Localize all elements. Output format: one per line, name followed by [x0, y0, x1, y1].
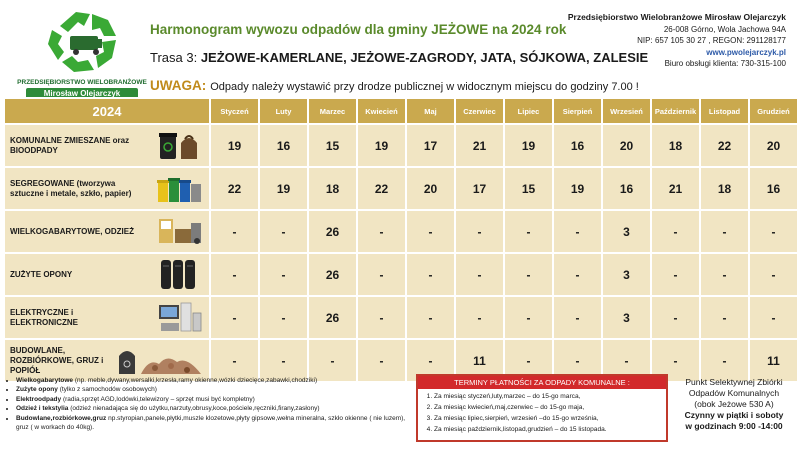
legend-term: Wielkogabarytowe — [16, 377, 74, 384]
table-row — [4, 253, 798, 296]
date-cell: 15 — [504, 167, 553, 210]
date-cell: 17 — [455, 167, 504, 210]
date-cell: - — [553, 210, 602, 253]
legend-desc: np.styropian,panele,płytki,muszle klozetowe,płyty gipsowe,wełna mineralna, szkło okienne ( nie luzem), gruz ( w workach do 40kg). — [16, 414, 406, 432]
date-cell: - — [749, 210, 798, 253]
date-cell: - — [651, 339, 700, 382]
legend-term: Zużyte opony — [16, 386, 58, 394]
date-cell: 19 — [357, 124, 406, 167]
legend-term: Budowlane,rozbiórkowe,gruz — [16, 414, 107, 422]
schedule-table — [3, 97, 799, 383]
date-cell: 19 — [259, 167, 308, 210]
date-cell: 19 — [504, 124, 553, 167]
date-cell: - — [406, 339, 455, 382]
date-cell: 15 — [308, 124, 357, 167]
page-title: Harmonogram wywozu odpadów dla gminy JEŻOWE na 2024 rok — [150, 22, 567, 37]
date-cell: - — [700, 253, 749, 296]
waste-type-cell — [4, 296, 210, 339]
month-header: Lipiec — [504, 98, 553, 124]
waste-type-label: ZUŻYTE OPONY — [10, 269, 73, 279]
date-cell: - — [651, 210, 700, 253]
date-cell: - — [357, 296, 406, 339]
date-cell: - — [651, 253, 700, 296]
date-cell: - — [455, 253, 504, 296]
recycling-bins-icon — [157, 172, 203, 205]
date-cell: - — [553, 253, 602, 296]
date-cell: - — [308, 339, 357, 382]
date-cell: - — [357, 339, 406, 382]
payment-item: 4. Za miesiąc październik,listopad,grudzień – do 15 listopada. — [434, 424, 666, 435]
table-row — [4, 296, 798, 339]
pszok-line: Odpadów Komunalnych — [688, 388, 780, 398]
waste-type-label: WIELKOGABARYTOWE, ODZIEŻ — [10, 226, 134, 236]
waste-type-label: ELEKTRYCZNE i ELEKTRONICZNE — [10, 307, 78, 327]
company-ids: NIP: 657 105 30 27 , REGON: 291128177 — [637, 36, 786, 45]
payment-terms-box — [416, 374, 668, 442]
date-cell: 22 — [210, 167, 259, 210]
date-cell: 3 — [602, 210, 651, 253]
company-info — [526, 12, 786, 70]
payment-item: 1. Za miesiąc styczeń,luty,marzec – do 15-go marca, — [434, 391, 666, 402]
pszok-hours: w godzinach 9:00 -14:00 — [685, 421, 783, 431]
date-cell: 17 — [406, 124, 455, 167]
collection-point-info — [672, 377, 796, 432]
date-cell: 26 — [308, 210, 357, 253]
date-cell: 16 — [602, 167, 651, 210]
date-cell: - — [406, 210, 455, 253]
date-cell: - — [749, 253, 798, 296]
month-header: Kwiecień — [357, 98, 406, 124]
pszok-line: Punkt Selektywnej Zbiórki — [685, 377, 783, 387]
waste-type-label: BUDOWLANE, ROZBIÓRKOWE, GRUZ i POPIÓŁ — [10, 345, 104, 375]
legend-term: Elektroodpady — [16, 395, 62, 403]
date-cell: - — [700, 210, 749, 253]
waste-type-label: KOMUNALNE ZMIESZANE oraz BIOODPADY — [10, 135, 130, 155]
rubble-icon — [115, 344, 205, 377]
waste-type-cell — [4, 167, 210, 210]
month-header: Październik — [651, 98, 700, 124]
legend-item — [16, 404, 416, 413]
date-cell: - — [455, 210, 504, 253]
payment-heading: TERMINY PŁATNOŚCI ZA ODPADY KOMUNALNE : — [418, 376, 666, 389]
date-cell: 21 — [455, 124, 504, 167]
date-cell: - — [455, 296, 504, 339]
mixed-waste-bins-icon — [157, 129, 203, 162]
warning-line — [150, 78, 639, 93]
legend-item — [16, 385, 416, 394]
legend-desc: (tylko z samochodów osobowych) — [57, 386, 157, 394]
logo-owner-name: Mirosław Olejarczyk — [26, 88, 138, 99]
month-header: Styczeń — [210, 98, 259, 124]
year-header: 2024 — [4, 98, 210, 124]
company-address: 26-008 Górno, Wola Jachowa 94A — [663, 24, 786, 34]
legend-desc: (radia,sprzęt AGD,lodówki,telewizory – sprzęt musi być kompletny) — [61, 395, 255, 403]
date-cell: - — [700, 296, 749, 339]
month-header: Maj — [406, 98, 455, 124]
date-cell: - — [357, 210, 406, 253]
date-cell: 19 — [553, 167, 602, 210]
date-cell: - — [504, 253, 553, 296]
date-cell: - — [749, 296, 798, 339]
date-cell: - — [357, 253, 406, 296]
legend-item — [16, 414, 416, 433]
date-cell: - — [602, 339, 651, 382]
legend-desc: (np. meble,dywany,wersalki,krzesła,ramy okienne,wózki dziecięce,zabawki,chodziki) — [73, 377, 318, 384]
date-cell: 18 — [651, 124, 700, 167]
legend-item — [16, 395, 416, 404]
date-cell: - — [259, 253, 308, 296]
table-row — [4, 210, 798, 253]
date-cell: - — [406, 296, 455, 339]
company-logo — [8, 6, 158, 96]
date-cell: - — [259, 339, 308, 382]
date-cell: - — [553, 296, 602, 339]
date-cell: - — [504, 296, 553, 339]
payment-list — [418, 391, 666, 435]
date-cell: 11 — [749, 339, 798, 382]
date-cell: - — [700, 339, 749, 382]
date-cell: 3 — [602, 253, 651, 296]
date-cell: 16 — [553, 124, 602, 167]
electronics-icon — [157, 301, 203, 334]
warning-label: UWAGA: — [150, 78, 207, 93]
month-header: Luty — [259, 98, 308, 124]
date-cell: 16 — [259, 124, 308, 167]
date-cell: 22 — [700, 124, 749, 167]
date-cell: - — [504, 339, 553, 382]
date-cell: 18 — [700, 167, 749, 210]
date-cell: 18 — [308, 167, 357, 210]
month-header: Sierpień — [553, 98, 602, 124]
recycling-logo-icon — [8, 6, 158, 80]
date-cell: - — [504, 210, 553, 253]
month-header: Wrzesień — [602, 98, 651, 124]
route-prefix: Trasa 3: — [150, 50, 201, 65]
date-cell: - — [259, 210, 308, 253]
date-cell: 20 — [749, 124, 798, 167]
date-cell: - — [210, 210, 259, 253]
waste-type-cell — [4, 124, 210, 167]
legend-item — [16, 376, 416, 385]
date-cell: - — [553, 339, 602, 382]
date-cell: 11 — [455, 339, 504, 382]
waste-legend — [6, 376, 416, 432]
month-header: Listopad — [700, 98, 749, 124]
date-cell: 22 — [357, 167, 406, 210]
month-header: Grudzień — [749, 98, 798, 124]
date-cell: - — [406, 253, 455, 296]
legend-desc: (odzież nienadająca się do użytku,narzuty,obrusy,koce,pościele,ręczniki,firany,zasłony) — [68, 405, 320, 413]
pszok-line: (obok Jeżowe 530 A) — [694, 399, 774, 409]
waste-type-cell — [4, 253, 210, 296]
date-cell: 16 — [749, 167, 798, 210]
date-cell: 21 — [651, 167, 700, 210]
date-cell: 20 — [602, 124, 651, 167]
month-header: Czerwiec — [455, 98, 504, 124]
logo-company-text: PRZEDSIĘBIORSTWO WIELOBRANŻOWE — [17, 79, 147, 86]
waste-type-cell — [4, 210, 210, 253]
date-cell: 26 — [308, 296, 357, 339]
date-cell: 19 — [210, 124, 259, 167]
month-header: Marzec — [308, 98, 357, 124]
company-website[interactable]: www.pwolejarczyk.pl — [706, 47, 786, 57]
date-cell: - — [651, 296, 700, 339]
payment-item: 3. Za miesiąc lipiec,sierpień, wrzesień –do 15-go września, — [434, 413, 666, 424]
table-row — [4, 124, 798, 167]
tires-icon — [157, 258, 203, 291]
date-cell: - — [210, 253, 259, 296]
date-cell: 26 — [308, 253, 357, 296]
bulky-waste-icon — [157, 215, 203, 248]
date-cell: 20 — [406, 167, 455, 210]
pszok-hours: Czynny w piątki i soboty — [684, 410, 784, 420]
waste-type-label: SEGREGOWANE (tworzywa sztuczne i metale, szkło, papier) — [10, 178, 132, 198]
payment-item: 2. Za miesiąc kwiecień,maj,czerwiec – do 15-go maja, — [434, 402, 666, 413]
legend-term: Odzież i tekstylia — [16, 405, 69, 413]
route-names: JEŻOWE-KAMERLANE, JEŻOWE-ZAGRODY, JATA, SÓJKOWA, ZALESIE — [200, 50, 649, 65]
company-phone: Biuro obsługi klienta: 730-315-100 — [664, 59, 786, 68]
table-header-row — [4, 98, 798, 124]
date-cell: - — [210, 339, 259, 382]
date-cell: 3 — [602, 296, 651, 339]
warning-text: Odpady należy wystawić przy drodze publicznej w widocznym miejscu do godziny 7.00 ! — [210, 81, 639, 93]
date-cell: - — [259, 296, 308, 339]
table-row — [4, 167, 798, 210]
company-name: Przedsiębiorstwo Wielobranżowe Mirosław Olejarczyk — [567, 12, 786, 22]
date-cell: - — [210, 296, 259, 339]
